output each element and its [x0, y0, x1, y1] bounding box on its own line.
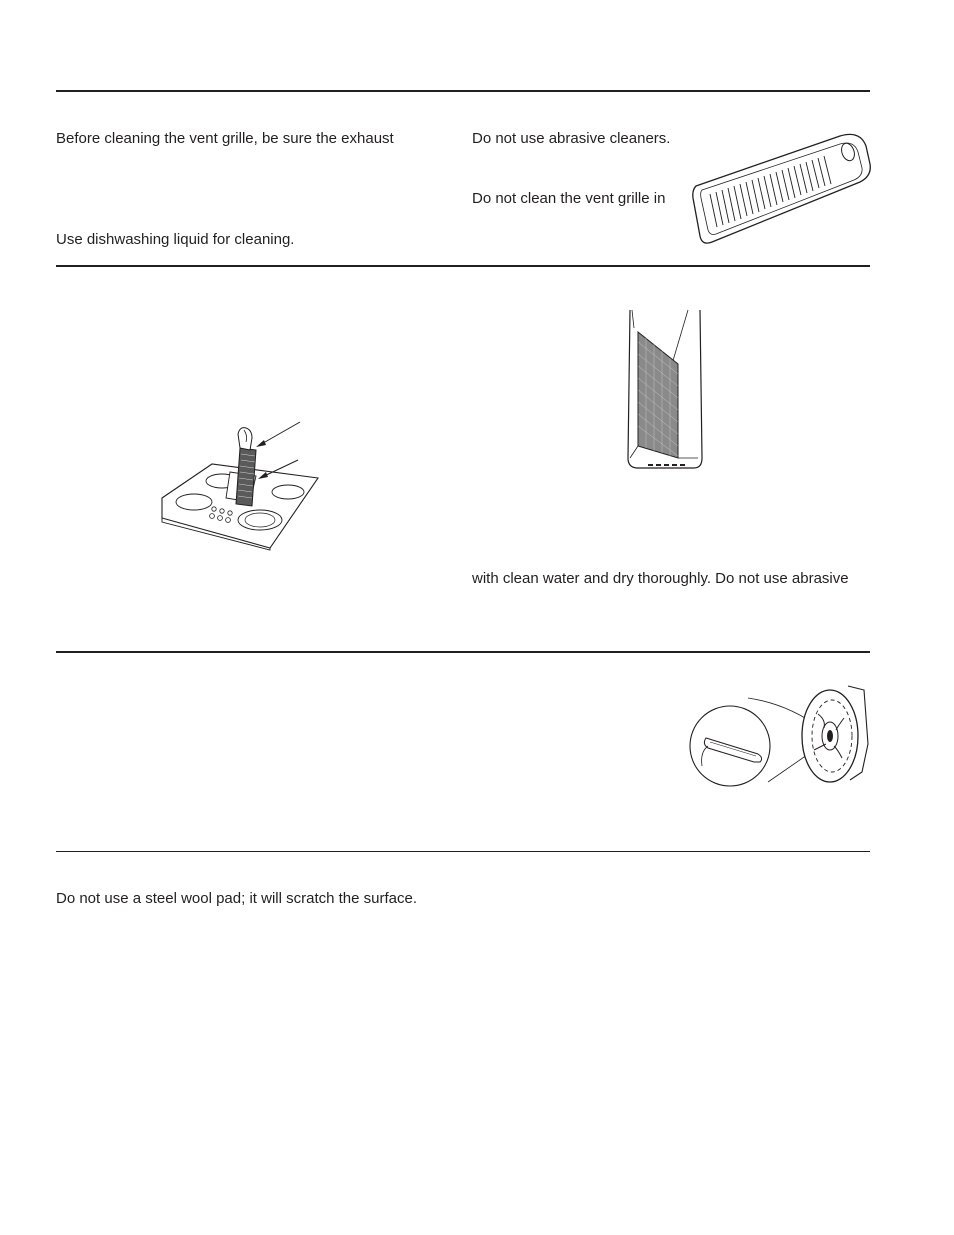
- filter-panel-illustration-icon: [626, 308, 706, 473]
- section-divider-filter: [56, 651, 870, 653]
- surface-cleaning-instruction: Do not use a steel wool pad; it will scratch the surface.: [56, 890, 418, 907]
- filter-cleaning-instruction: with clean water and dry thoroughly. Do not use abrasive: [472, 570, 849, 587]
- filter-removal-illustration-icon: [160, 420, 325, 550]
- vent-grille-instruction-2: Use dishwashing liquid for cleaning.: [56, 231, 295, 248]
- vent-grille-warning-1: Do not use abrasive cleaners.: [472, 130, 671, 147]
- section-divider-vent-grille: [56, 265, 870, 267]
- section-divider-fan: [56, 851, 870, 852]
- vent-grille-illustration-icon: [690, 128, 875, 248]
- vent-grille-warning-2: Do not clean the vent grille in: [472, 190, 666, 207]
- vent-grille-instruction-1: Before cleaning the vent grille, be sure the exhaust: [56, 130, 394, 147]
- section-divider-top: [56, 90, 870, 92]
- fan-motor-illustration-icon: [688, 684, 873, 794]
